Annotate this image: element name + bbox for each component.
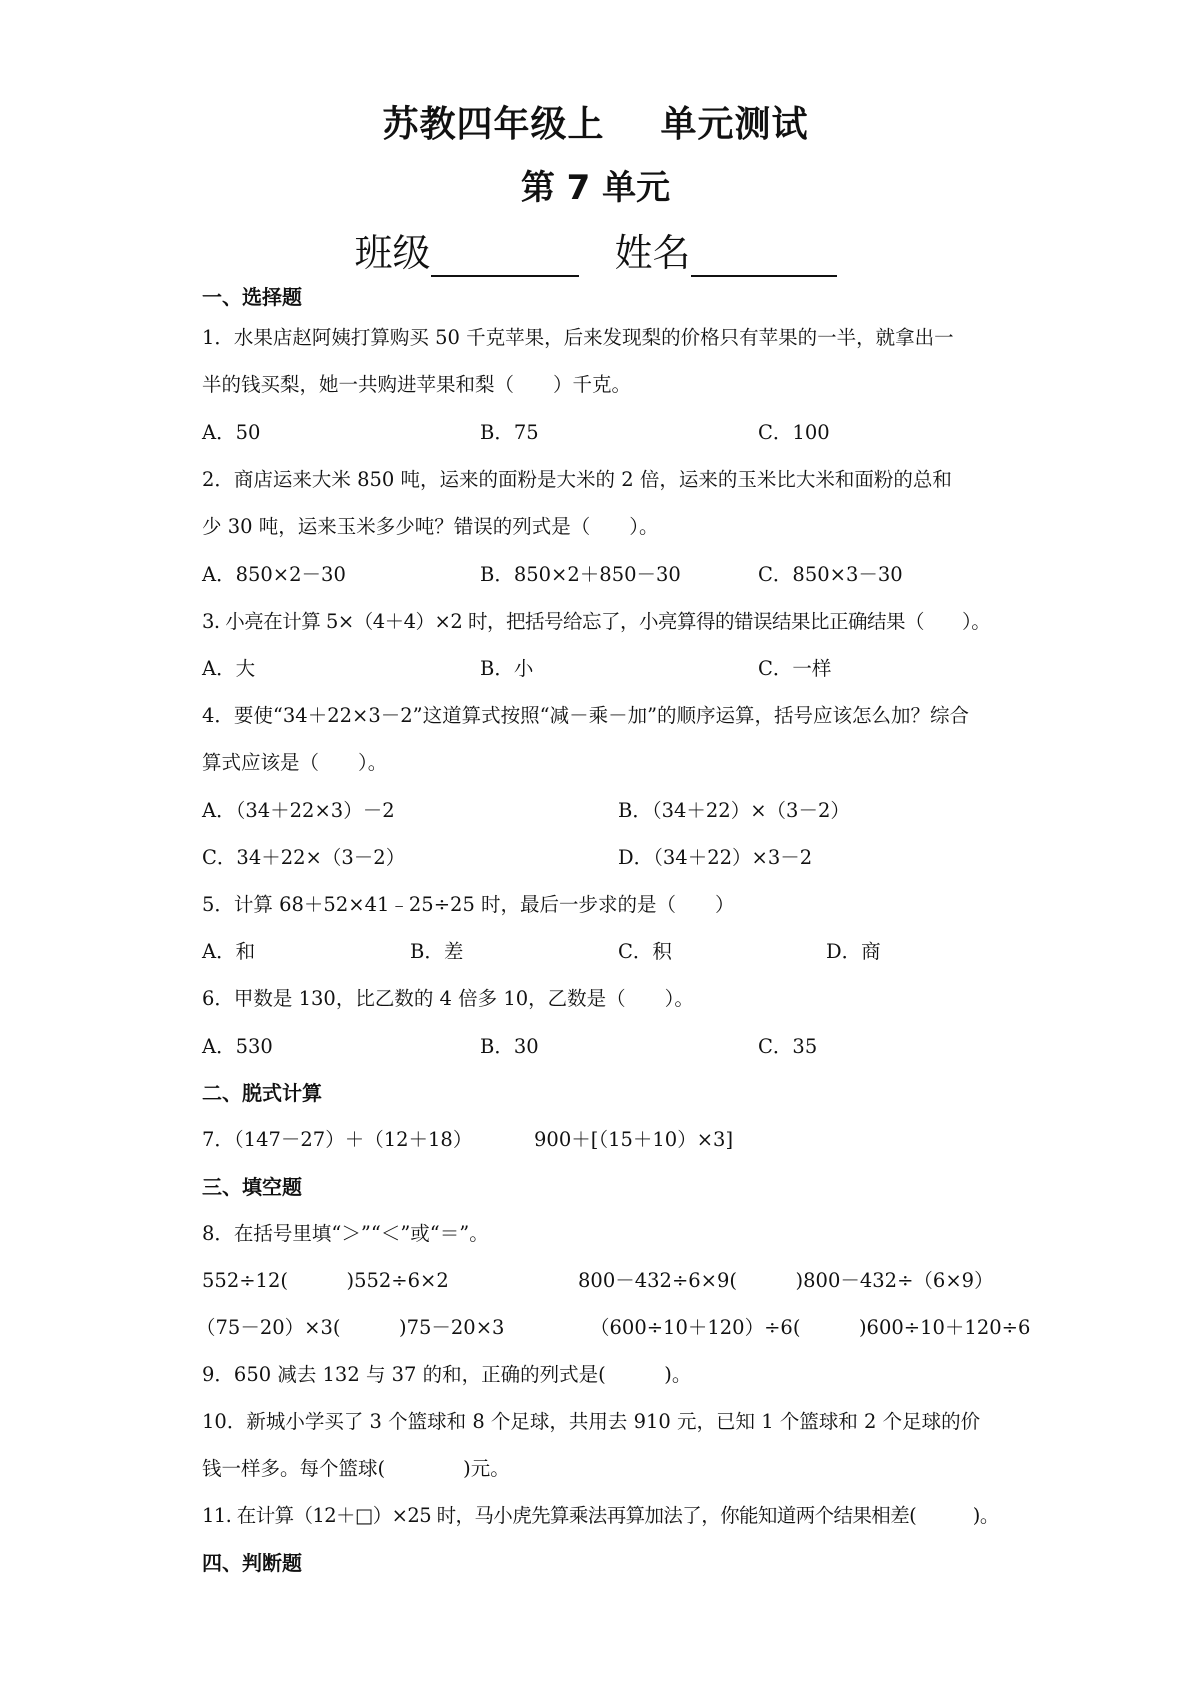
class-blank[interactable] (431, 237, 579, 277)
question-8-item-4[interactable]: （600÷10＋120）÷6( )600÷10＋120÷6 (590, 1316, 1031, 1339)
question-7-expression-1: 7．（147－27）＋（12＋18） (202, 1128, 473, 1151)
question-2-line-1: 2．商店运来大米 850 吨，运来的面粉是大米的 2 倍，运来的玉米比大米和面粉的总和 (202, 468, 952, 491)
question-1-option-a[interactable]: A．50 (202, 421, 261, 444)
question-6-option-c[interactable]: C．35 (758, 1035, 818, 1058)
question-6-option-b[interactable]: B．30 (480, 1035, 539, 1058)
question-4-option-c[interactable]: C．34＋22×（3－2） (202, 846, 406, 869)
title-test: 单元测试 (660, 104, 809, 145)
question-8-item-3[interactable]: （75－20）×3( )75－20×3 (196, 1316, 505, 1339)
question-5-option-c[interactable]: C．积 (618, 940, 672, 963)
section-heading-judgment: 四、判断题 (202, 1551, 302, 1575)
question-5-option-a[interactable]: A．和 (202, 940, 256, 963)
question-10-line-1: 10．新城小学买了 3 个篮球和 8 个足球，共用去 910 元，已知 1 个篮球和 2 个足球的价 (202, 1410, 981, 1433)
section-heading-fill-blank: 三、填空题 (202, 1175, 302, 1199)
section-heading-choice: 一、选择题 (202, 285, 302, 309)
question-2-option-a[interactable]: A．850×2－30 (202, 563, 346, 586)
question-6-line-1: 6．甲数是 130，比乙数的 4 倍多 10，乙数是（ ）。 (202, 987, 694, 1010)
question-4-option-b[interactable]: B．（34＋22）×（3－2） (618, 799, 850, 822)
question-8-line-1: 8．在括号里填“＞”“＜”或“＝”。 (202, 1222, 489, 1245)
question-4-line-2: 算式应该是（ ）。 (202, 751, 388, 774)
question-5-option-b[interactable]: B．差 (410, 940, 464, 963)
question-3-option-b[interactable]: B．小 (480, 657, 534, 680)
question-3-option-c[interactable]: C．一样 (758, 657, 832, 680)
question-10-line-2: 钱一样多。每个篮球( )元。 (202, 1457, 510, 1480)
question-8-item-1[interactable]: 552÷12( )552÷6×2 (202, 1269, 449, 1292)
question-2-line-2: 少 30 吨，运来玉米多少吨？错误的列式是（ ）。 (202, 515, 659, 538)
question-5-option-d[interactable]: D．商 (826, 940, 881, 963)
question-2-option-c[interactable]: C．850×3－30 (758, 563, 903, 586)
question-3-line-1: 3. 小亮在计算 5×（4＋4）×2 时，把括号给忘了，小亮算得的错误结果比正确结果（ ）。 (202, 610, 991, 633)
student-info (0, 222, 1191, 277)
question-1-option-b[interactable]: B．75 (480, 421, 539, 444)
question-6-option-a[interactable]: A．530 (202, 1035, 273, 1058)
question-2-option-b[interactable]: B．850×2＋850－30 (480, 563, 681, 586)
class-label: 班级 (354, 231, 431, 275)
name-label: 姓名 (614, 231, 691, 275)
question-9-line-1: 9．650 减去 132 与 37 的和，正确的列式是( )。 (202, 1363, 692, 1386)
question-4-option-a[interactable]: A．（34＋22×3）－2 (202, 799, 395, 822)
question-4-option-d[interactable]: D．（34＋22）×3－2 (618, 846, 813, 869)
question-5-line-1: 5．计算 68＋52×41﹣25÷25 时，最后一步求的是（ ） (202, 893, 735, 916)
question-11-line-1: 11. 在计算（12＋□）×25 时，马小虎先算乘法再算加法了，你能知道两个结果相差( )。 (202, 1504, 999, 1527)
question-1-option-c[interactable]: C．100 (758, 421, 830, 444)
question-4-line-1: 4．要使“34＋22×3－2”这道算式按照“减－乘－加”的顺序运算，括号应该怎么加？综合 (202, 704, 970, 727)
question-8-item-2[interactable]: 800－432÷6×9( )800－432÷（6×9） (578, 1269, 994, 1292)
section-heading-calculation: 二、脱式计算 (202, 1081, 322, 1105)
name-blank[interactable] (691, 237, 837, 277)
unit-title: 第 7 单元 (520, 168, 671, 208)
question-3-option-a[interactable]: A．大 (202, 657, 256, 680)
question-7-expression-2: 900＋[（15＋10）×3] (534, 1128, 734, 1151)
question-1-line-2: 半的钱买梨，她一共购进苹果和梨（ ）千克。 (202, 373, 632, 396)
question-1-line-1: 1．水果店赵阿姨打算购买 50 千克苹果，后来发现梨的价格只有苹果的一半，就拿出一 (202, 326, 954, 349)
title-grade: 苏教四年级上 (382, 104, 605, 145)
page-title (0, 96, 1191, 147)
